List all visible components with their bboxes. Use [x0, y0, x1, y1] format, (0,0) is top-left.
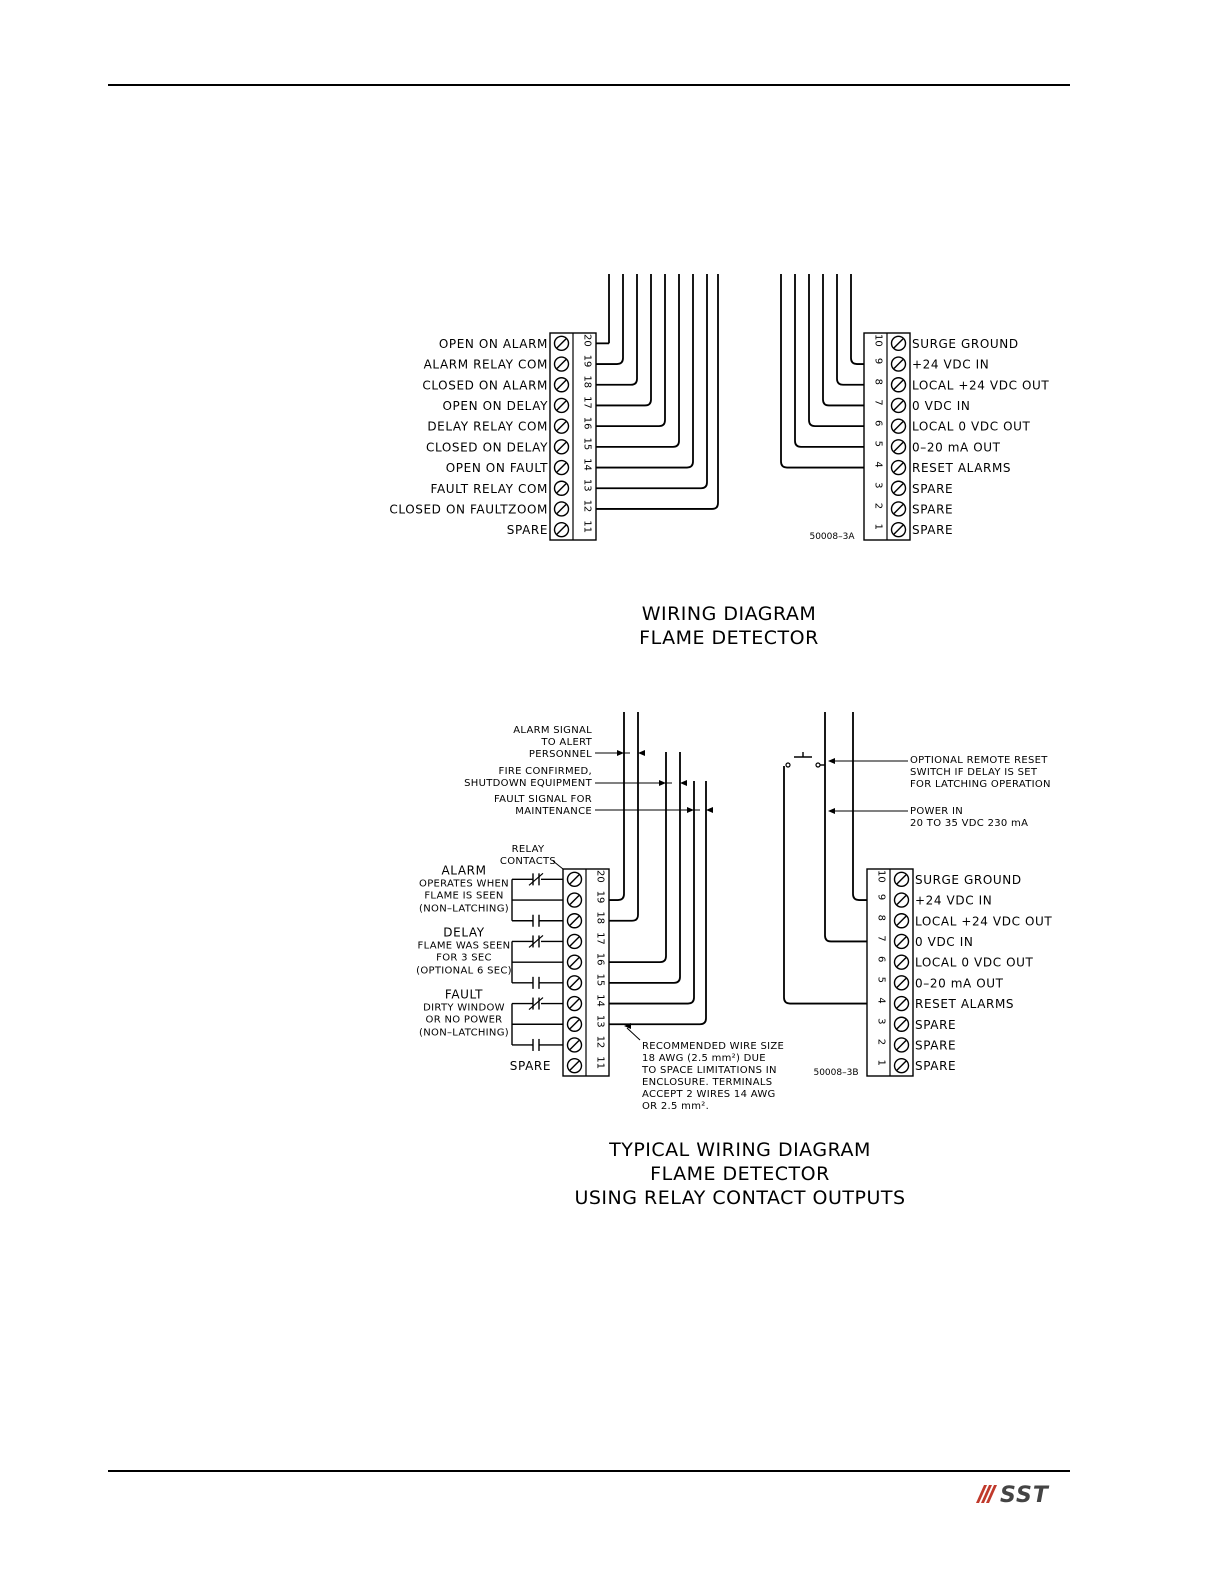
terminal-screw-slot [897, 958, 906, 967]
relay-group-desc: FOR 3 SEC [436, 952, 492, 964]
wiring-diagram-flame-detector [389, 274, 1049, 649]
drawing-code: 50008–3B [813, 1068, 859, 1078]
terminal-label: LOCAL +24 VDC OUT [912, 378, 1050, 393]
wire-size-note: 18 AWG (2.5 mm²) DUE [642, 1053, 766, 1064]
terminal-screw-slot [897, 916, 906, 925]
terminal-screw-slot [570, 978, 579, 987]
terminal-screw-slot [570, 937, 579, 946]
logo-mark-icon [976, 1485, 997, 1503]
relay-group-desc: OPERATES WHEN [419, 878, 509, 890]
terminal-number: 10 [875, 869, 887, 883]
terminal-screw-slot [570, 1061, 579, 1070]
field-wire [609, 712, 624, 900]
terminal-number: 18 [594, 911, 606, 925]
arrow-icon [617, 750, 624, 756]
terminal-label: LOCAL +24 VDC OUT [915, 914, 1053, 929]
terminal-number: 9 [875, 893, 887, 901]
terminal-number: 8 [872, 378, 884, 385]
spare-label: SPARE [509, 1059, 551, 1074]
terminal-label: OPEN ON ALARM [438, 336, 548, 351]
terminal-screw-slot [570, 958, 579, 967]
diagram-title-line: FLAME DETECTOR [639, 627, 819, 649]
terminal-screw-slot [557, 380, 566, 389]
wire-size-note: OR 2.5 mm². [642, 1101, 710, 1112]
reset-switch-note: OPTIONAL REMOTE RESET [910, 755, 1048, 766]
signal-label-fault: MAINTENANCE [515, 806, 592, 817]
terminal-screw-slot [894, 484, 903, 493]
relay-group-title: ALARM [441, 863, 487, 878]
power-wire-positive [853, 712, 867, 900]
signal-label-alarm: PERSONNEL [528, 749, 592, 760]
terminal-label: LOCAL 0 VDC OUT [912, 419, 1031, 434]
terminal-number: 10 [872, 333, 884, 347]
terminal-label: RESET ALARMS [915, 997, 1015, 1012]
terminal-screw-slot [557, 525, 566, 534]
terminal-number: 17 [594, 932, 606, 945]
terminal-label: CLOSED ON ALARM [422, 378, 548, 393]
terminal-screw-slot [897, 875, 906, 884]
terminal-screw-slot [557, 463, 566, 472]
terminal-label: OPEN ON FAULT [445, 461, 548, 476]
field-wire [823, 274, 864, 405]
field-wire [596, 274, 637, 385]
terminal-number: 6 [875, 955, 887, 963]
terminal-label: SPARE [912, 523, 954, 538]
terminal-label: +24 VDC IN [915, 893, 993, 908]
signal-label-fire: FIRE CONFIRMED, [498, 766, 592, 777]
relay-group-desc: DIRTY WINDOW [423, 1002, 505, 1014]
terminal-screw-slot [894, 525, 903, 534]
terminal-label: SPARE [506, 523, 548, 538]
terminal-label: RESET ALARMS [912, 461, 1012, 476]
terminal-number: 12 [581, 499, 593, 513]
power-note: POWER IN [910, 806, 964, 817]
relay-group-title: FAULT [444, 987, 484, 1002]
terminal-screw-slot [557, 504, 566, 513]
terminal-label: ALARM RELAY COM [423, 357, 548, 372]
terminal-screw-slot [570, 999, 579, 1008]
terminal-screw-slot [557, 360, 566, 369]
terminal-number: 5 [872, 440, 884, 448]
relay-group-desc: FLAME IS SEEN [424, 890, 504, 902]
terminal-screw-slot [897, 1020, 906, 1029]
terminal-screw-slot [894, 401, 903, 410]
power-wire-common [825, 712, 867, 941]
field-wire [609, 752, 680, 983]
terminal-screw-slot [570, 916, 579, 925]
terminal-number: 14 [594, 994, 606, 1007]
field-wire [596, 274, 718, 509]
terminal-number: 2 [872, 502, 884, 510]
logo-text: SST [1000, 1483, 1049, 1505]
terminal-number: 3 [872, 482, 884, 489]
terminal-number: 17 [581, 396, 593, 409]
terminal-label: OPEN ON DELAY [442, 398, 548, 413]
terminal-number: 13 [594, 1014, 606, 1028]
terminal-number: 4 [872, 461, 884, 468]
arrow-icon [828, 808, 835, 814]
terminal-label: SURGE GROUND [912, 336, 1019, 351]
wire-size-note: ENCLOSURE. TERMINALS [642, 1077, 773, 1088]
relay-group-desc: (NON–LATCHING) [419, 903, 509, 915]
leader-line [627, 1028, 640, 1040]
switch-contact [786, 763, 790, 767]
relay-group-desc: FLAME WAS SEEN [417, 940, 511, 952]
field-wire [596, 274, 665, 426]
typical-wiring-diagram-relay-outputs [416, 712, 1052, 1209]
terminal-number: 15 [581, 437, 593, 451]
terminal-screw-slot [897, 999, 906, 1008]
terminal-number: 19 [594, 890, 606, 904]
terminal-number: 8 [875, 914, 887, 921]
reset-switch-note: SWITCH IF DELAY IS SET [910, 767, 1038, 778]
relay-group-desc: (NON–LATCHING) [419, 1027, 509, 1039]
signal-label-alarm: ALARM SIGNAL [513, 725, 592, 736]
terminal-label: SPARE [912, 502, 954, 517]
terminal-number: 14 [581, 458, 593, 471]
terminal-screw-slot [557, 401, 566, 410]
arrow-icon [687, 807, 694, 813]
terminal-number: 9 [872, 357, 884, 365]
terminal-label: CLOSED ON FAULTZOOM [389, 502, 548, 517]
terminal-number: 16 [581, 416, 593, 430]
terminal-number: 20 [594, 869, 606, 883]
terminal-label: SPARE [915, 1017, 957, 1032]
terminal-label: SURGE GROUND [915, 872, 1022, 887]
terminal-screw-slot [557, 422, 566, 431]
terminal-label: SPARE [915, 1038, 957, 1053]
relay-group-title: DELAY [443, 925, 485, 940]
terminal-label: 0 VDC IN [915, 934, 974, 949]
arrow-icon [638, 750, 645, 756]
terminal-number: 15 [594, 973, 606, 987]
diagram-title-line: USING RELAY CONTACT OUTPUTS [574, 1187, 906, 1209]
terminal-screw-slot [897, 1061, 906, 1070]
terminal-screw-slot [897, 1040, 906, 1049]
diagram-title-line: TYPICAL WIRING DIAGRAM [609, 1139, 871, 1161]
terminal-label: FAULT RELAY COM [430, 481, 548, 496]
terminal-screw-slot [894, 504, 903, 513]
terminal-screw-slot [557, 442, 566, 451]
terminal-number: 6 [872, 419, 884, 427]
terminal-screw-slot [570, 1020, 579, 1029]
wire-size-note: RECOMMENDED WIRE SIZE [642, 1041, 785, 1052]
terminal-screw-slot [570, 896, 579, 905]
terminal-number: 13 [581, 478, 593, 492]
field-wire [609, 781, 694, 1004]
terminal-screw-slot [570, 1040, 579, 1049]
terminal-number: 7 [875, 935, 887, 942]
terminal-label: SPARE [915, 1059, 957, 1074]
relay-group-desc: (OPTIONAL 6 SEC) [416, 965, 512, 977]
reset-switch-note: FOR LATCHING OPERATION [910, 779, 1051, 790]
terminal-screw-slot [557, 484, 566, 493]
arrow-icon [659, 780, 666, 786]
wire-size-note: ACCEPT 2 WIRES 14 AWG [642, 1089, 776, 1100]
terminal-number: 7 [872, 399, 884, 406]
sst-logo [974, 1483, 1068, 1505]
terminal-label: CLOSED ON DELAY [426, 440, 548, 455]
relay-contacts-label: RELAY [511, 844, 545, 855]
terminal-number: 12 [594, 1035, 606, 1049]
terminal-label: 0–20 mA OUT [912, 440, 1001, 455]
signal-label-fault: FAULT SIGNAL FOR [494, 794, 592, 805]
terminal-screw-slot [897, 896, 906, 905]
wire-size-note: TO SPACE LIMITATIONS IN [642, 1065, 777, 1076]
terminal-screw-slot [570, 875, 579, 884]
terminal-number: 20 [581, 333, 593, 347]
relay-contacts-label: CONTACTS [499, 856, 557, 867]
terminal-number: 4 [875, 997, 887, 1004]
terminal-screw-slot [894, 463, 903, 472]
terminal-label: DELAY RELAY COM [427, 419, 548, 434]
drawing-code: 50008–3A [809, 532, 855, 542]
terminal-number: 11 [581, 520, 593, 534]
signal-label-alarm: TO ALERT [541, 737, 592, 748]
terminal-number: 16 [594, 952, 606, 966]
terminal-screw-slot [894, 360, 903, 369]
diagram-title-line: FLAME DETECTOR [650, 1163, 830, 1185]
terminal-number: 18 [581, 375, 593, 389]
terminal-screw-slot [557, 339, 566, 348]
arrow-icon [680, 780, 687, 786]
field-wire [795, 274, 864, 447]
terminal-number: 5 [875, 976, 887, 984]
power-note: 20 TO 35 VDC 230 mA [910, 818, 1029, 829]
terminal-label: +24 VDC IN [912, 357, 990, 372]
terminal-number: 19 [581, 354, 593, 368]
arrow-icon [828, 758, 835, 764]
signal-label-fire: SHUTDOWN EQUIPMENT [464, 778, 592, 789]
terminal-screw-slot [894, 442, 903, 451]
arrow-icon [706, 807, 713, 813]
terminal-number: 2 [875, 1038, 887, 1046]
terminal-label: LOCAL 0 VDC OUT [915, 955, 1034, 970]
terminal-number: 1 [875, 1059, 887, 1066]
terminal-label: 0–20 mA OUT [915, 976, 1004, 991]
field-wire [851, 274, 864, 364]
switch-contact [816, 763, 820, 767]
terminal-label: SPARE [912, 481, 954, 496]
terminal-number: 3 [875, 1018, 887, 1025]
terminal-screw-slot [894, 380, 903, 389]
terminal-screw-slot [894, 339, 903, 348]
diagram-title-line: WIRING DIAGRAM [641, 603, 817, 625]
terminal-label: 0 VDC IN [912, 398, 971, 413]
terminal-number: 11 [594, 1056, 606, 1070]
terminal-screw-slot [894, 422, 903, 431]
terminal-screw-slot [897, 937, 906, 946]
terminal-screw-slot [897, 978, 906, 987]
relay-group-desc: OR NO POWER [425, 1014, 503, 1026]
terminal-number: 1 [872, 523, 884, 530]
